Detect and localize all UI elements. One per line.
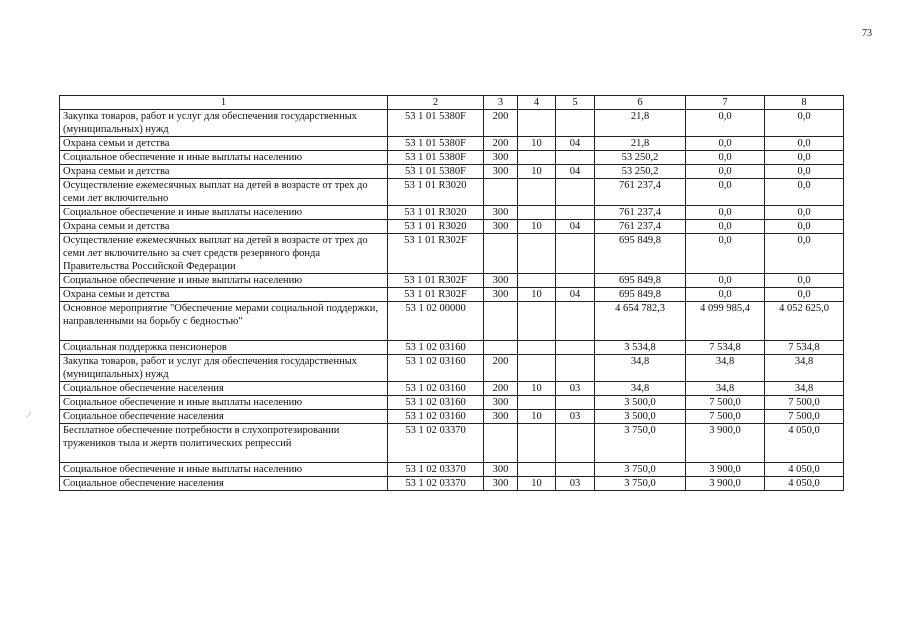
cell-v7: 0,0	[686, 288, 765, 302]
cell-v8: 4 050,0	[765, 463, 844, 477]
cell-pr	[556, 151, 595, 165]
table-row	[60, 288, 844, 302]
cell-name: Охрана семьи и детства	[60, 165, 388, 179]
cell-kvr	[484, 179, 518, 206]
cell-pr: 03	[556, 382, 595, 396]
cell-v7: 0,0	[686, 206, 765, 220]
cell-kvr: 300	[484, 463, 518, 477]
cell-rz: 10	[518, 410, 556, 424]
cell-v8: 0,0	[765, 274, 844, 288]
cell-v6: 695 849,8	[595, 274, 686, 288]
cell-pr	[556, 355, 595, 382]
cell-v6: 34,8	[595, 355, 686, 382]
cell-kvr: 300	[484, 206, 518, 220]
cell-kvr: 300	[484, 165, 518, 179]
cell-v6: 695 849,8	[595, 234, 686, 274]
cell-name: Охрана семьи и детства	[60, 137, 388, 151]
cell-v7: 7 534,8	[686, 341, 765, 355]
column-header-6: 6	[595, 96, 686, 110]
cell-name: Социальное обеспечение и иные выплаты населению	[60, 396, 388, 410]
cell-kvr: 300	[484, 274, 518, 288]
column-header-2: 2	[388, 96, 484, 110]
cell-v8: 0,0	[765, 288, 844, 302]
cell-name: Социальное обеспечение населения	[60, 382, 388, 396]
scan-artifact-mark: ⁄	[28, 410, 30, 420]
cell-v7: 4 099 985,4	[686, 302, 765, 341]
cell-code: 53 1 02 03160	[388, 396, 484, 410]
cell-name: Осуществление ежемесячных выплат на детей в возрасте от трех до семи лет включительно	[60, 179, 388, 206]
cell-code: 53 1 01 5380F	[388, 110, 484, 137]
cell-rz	[518, 463, 556, 477]
cell-kvr	[484, 341, 518, 355]
cell-v8: 0,0	[765, 220, 844, 234]
table-row	[60, 274, 844, 288]
cell-v7: 0,0	[686, 137, 765, 151]
cell-code: 53 1 02 03160	[388, 410, 484, 424]
cell-name: Осуществление ежемесячных выплат на детей в возрасте от трех до семи лет включительно за счет средств резервного фонда Правительства Российской Федерации	[60, 234, 388, 274]
cell-v6: 3 750,0	[595, 463, 686, 477]
cell-v7: 0,0	[686, 165, 765, 179]
cell-name: Социальное обеспечение и иные выплаты населению	[60, 206, 388, 220]
table-row	[60, 151, 844, 165]
cell-kvr	[484, 424, 518, 463]
cell-rz: 10	[518, 288, 556, 302]
cell-pr	[556, 396, 595, 410]
column-header-4: 4	[518, 96, 556, 110]
cell-code: 53 1 01 5380F	[388, 165, 484, 179]
table-row	[60, 220, 844, 234]
cell-pr: 04	[556, 288, 595, 302]
cell-pr	[556, 206, 595, 220]
cell-kvr: 200	[484, 382, 518, 396]
cell-v8: 0,0	[765, 165, 844, 179]
cell-pr: 04	[556, 165, 595, 179]
cell-rz	[518, 234, 556, 274]
cell-pr	[556, 463, 595, 477]
cell-pr	[556, 234, 595, 274]
cell-v6: 3 534,8	[595, 341, 686, 355]
cell-v7: 0,0	[686, 179, 765, 206]
cell-pr	[556, 424, 595, 463]
cell-v8: 34,8	[765, 355, 844, 382]
table-row	[60, 355, 844, 382]
cell-v7: 0,0	[686, 110, 765, 137]
cell-v7: 7 500,0	[686, 396, 765, 410]
cell-rz: 10	[518, 477, 556, 491]
cell-v7: 3 900,0	[686, 424, 765, 463]
cell-v7: 7 500,0	[686, 410, 765, 424]
cell-name: Основное мероприятие "Обеспечение мерами социальной поддержки, направленными на борьбу с бедностью"	[60, 302, 388, 341]
cell-v7: 0,0	[686, 234, 765, 274]
cell-pr: 04	[556, 137, 595, 151]
cell-v7: 0,0	[686, 220, 765, 234]
cell-kvr: 200	[484, 355, 518, 382]
cell-name: Закупка товаров, работ и услуг для обеспечения государственных (муниципальных) нужд	[60, 355, 388, 382]
cell-code: 53 1 01 R3020	[388, 220, 484, 234]
cell-kvr: 200	[484, 137, 518, 151]
cell-kvr	[484, 234, 518, 274]
cell-name: Бесплатное обеспечение потребности в слухопротезировании тружеников тыла и жертв политических репрессий	[60, 424, 388, 463]
cell-kvr: 300	[484, 151, 518, 165]
cell-v8: 0,0	[765, 179, 844, 206]
cell-v6: 761 237,4	[595, 220, 686, 234]
cell-rz	[518, 151, 556, 165]
cell-code: 53 1 01 R3020	[388, 179, 484, 206]
cell-kvr: 300	[484, 220, 518, 234]
cell-name: Социальное обеспечение и иные выплаты населению	[60, 274, 388, 288]
cell-v8: 7 500,0	[765, 410, 844, 424]
cell-name: Охрана семьи и детства	[60, 288, 388, 302]
table-row	[60, 234, 844, 274]
cell-rz	[518, 179, 556, 206]
cell-rz	[518, 110, 556, 137]
cell-rz	[518, 206, 556, 220]
cell-rz: 10	[518, 220, 556, 234]
cell-pr	[556, 274, 595, 288]
cell-v8: 0,0	[765, 234, 844, 274]
cell-v8: 7 534,8	[765, 341, 844, 355]
table-row	[60, 424, 844, 463]
cell-rz: 10	[518, 137, 556, 151]
cell-name: Социальное обеспечение и иные выплаты населению	[60, 463, 388, 477]
table-row	[60, 206, 844, 220]
table-row	[60, 410, 844, 424]
cell-v6: 21,8	[595, 137, 686, 151]
table-row	[60, 179, 844, 206]
cell-pr	[556, 302, 595, 341]
cell-code: 53 1 01 R3020	[388, 206, 484, 220]
cell-code: 53 1 02 03370	[388, 463, 484, 477]
cell-v6: 34,8	[595, 382, 686, 396]
cell-v6: 3 500,0	[595, 410, 686, 424]
cell-code: 53 1 01 R302F	[388, 274, 484, 288]
cell-name: Закупка товаров, работ и услуг для обеспечения государственных (муниципальных) нужд	[60, 110, 388, 137]
table-row	[60, 341, 844, 355]
cell-v7: 34,8	[686, 355, 765, 382]
cell-v7: 3 900,0	[686, 463, 765, 477]
cell-kvr	[484, 302, 518, 341]
cell-v6: 695 849,8	[595, 288, 686, 302]
cell-name: Охрана семьи и детства	[60, 220, 388, 234]
cell-v6: 761 237,4	[595, 206, 686, 220]
cell-v7: 0,0	[686, 274, 765, 288]
cell-v7: 34,8	[686, 382, 765, 396]
cell-kvr: 200	[484, 110, 518, 137]
column-header-1: 1	[60, 96, 388, 110]
table-row	[60, 382, 844, 396]
cell-v8: 4 052 625,0	[765, 302, 844, 341]
cell-v6: 761 237,4	[595, 179, 686, 206]
cell-kvr: 300	[484, 288, 518, 302]
cell-name: Социальное обеспечение и иные выплаты населению	[60, 151, 388, 165]
cell-v8: 0,0	[765, 151, 844, 165]
cell-v8: 7 500,0	[765, 396, 844, 410]
cell-rz	[518, 274, 556, 288]
table-row	[60, 302, 844, 341]
table-row	[60, 137, 844, 151]
cell-name: Социальное обеспечение населения	[60, 410, 388, 424]
cell-kvr: 300	[484, 410, 518, 424]
cell-v6: 4 654 782,3	[595, 302, 686, 341]
cell-v8: 0,0	[765, 110, 844, 137]
cell-kvr: 300	[484, 396, 518, 410]
cell-code: 53 1 01 R302F	[388, 234, 484, 274]
cell-code: 53 1 02 03370	[388, 424, 484, 463]
column-header-3: 3	[484, 96, 518, 110]
cell-rz	[518, 396, 556, 410]
page-number: 73	[862, 28, 872, 39]
cell-code: 53 1 02 03160	[388, 341, 484, 355]
cell-pr	[556, 110, 595, 137]
cell-rz	[518, 341, 556, 355]
cell-pr: 03	[556, 477, 595, 491]
table-row	[60, 463, 844, 477]
cell-code: 53 1 01 R302F	[388, 288, 484, 302]
cell-pr: 04	[556, 220, 595, 234]
cell-code: 53 1 02 03160	[388, 355, 484, 382]
table-row	[60, 396, 844, 410]
cell-v7: 3 900,0	[686, 477, 765, 491]
budget-table	[59, 95, 844, 491]
column-header-7: 7	[686, 96, 765, 110]
cell-v6: 3 750,0	[595, 477, 686, 491]
cell-v6: 3 750,0	[595, 424, 686, 463]
table-header-row	[60, 96, 844, 110]
cell-name: Социальное обеспечение населения	[60, 477, 388, 491]
cell-name: Социальная поддержка пенсионеров	[60, 341, 388, 355]
cell-v6: 53 250,2	[595, 165, 686, 179]
cell-v6: 53 250,2	[595, 151, 686, 165]
cell-kvr: 300	[484, 477, 518, 491]
cell-rz: 10	[518, 165, 556, 179]
cell-code: 53 1 01 5380F	[388, 151, 484, 165]
cell-v8: 34,8	[765, 382, 844, 396]
cell-v8: 0,0	[765, 137, 844, 151]
table-row	[60, 110, 844, 137]
cell-v8: 4 050,0	[765, 477, 844, 491]
cell-code: 53 1 02 03370	[388, 477, 484, 491]
cell-code: 53 1 02 03160	[388, 382, 484, 396]
table-row	[60, 165, 844, 179]
cell-rz	[518, 424, 556, 463]
cell-rz	[518, 302, 556, 341]
cell-v7: 0,0	[686, 151, 765, 165]
cell-pr: 03	[556, 410, 595, 424]
cell-code: 53 1 02 00000	[388, 302, 484, 341]
cell-v8: 0,0	[765, 206, 844, 220]
cell-code: 53 1 01 5380F	[388, 137, 484, 151]
cell-pr	[556, 341, 595, 355]
cell-v6: 3 500,0	[595, 396, 686, 410]
cell-pr	[556, 179, 595, 206]
cell-rz	[518, 355, 556, 382]
cell-v6: 21,8	[595, 110, 686, 137]
column-header-8: 8	[765, 96, 844, 110]
column-header-5: 5	[556, 96, 595, 110]
table-row	[60, 477, 844, 491]
cell-rz: 10	[518, 382, 556, 396]
cell-v8: 4 050,0	[765, 424, 844, 463]
